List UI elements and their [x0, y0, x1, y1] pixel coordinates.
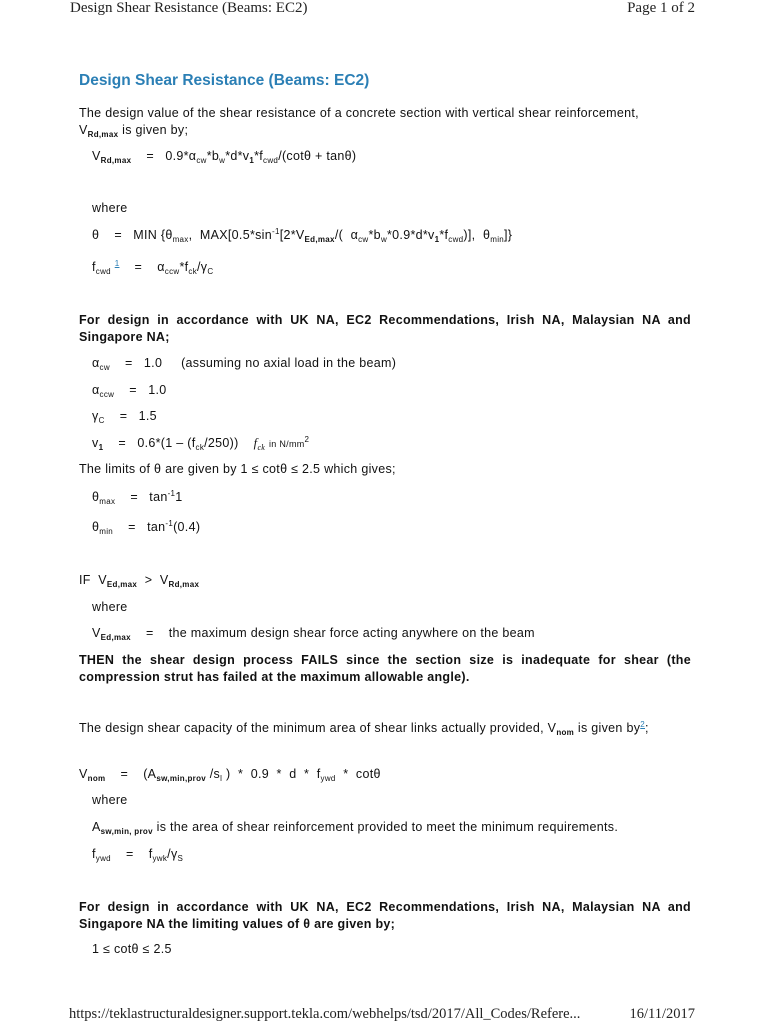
- vedmax-def: $V_{Ed,max}$ = the maximum design shear force acting anywhere on the beam: [92, 626, 535, 642]
- print-header: [0, 0, 768, 18]
- theta-equation: θ = MIN {$\theta_{max}$, $MAX[0.5*\sin^{-1}[2*V_{Ed,max}/$( $\alpha_{cw}*b_w*0.9*d*v_1*f_{cwd}$)], $\theta_{min}$]}: [92, 227, 513, 244]
- v1-line: $v_1$ = $0.6*(1 - (f_{ck}/250))$ $f_{ck}$ in $N/mm^2$: [92, 435, 310, 452]
- fails-paragraph: [79, 652, 691, 686]
- where-2: where: [92, 600, 128, 614]
- document-body: [79, 72, 691, 956]
- na-text-1: For design in accordance with UK NA, EC2 Recommendations, Irish NA, Malaysian NA and Singapore NA;: [79, 313, 691, 344]
- where-1: where: [92, 201, 128, 215]
- intro-text-b: is given by;: [122, 123, 189, 137]
- if-line: IF $V_{Ed,max} > V_{Rd,max}$: [79, 573, 200, 589]
- accw-line: $\alpha_{ccw}$ = 1.0: [92, 383, 167, 399]
- vnom-intro-text-b: is given by: [577, 721, 641, 735]
- print-date: 16/11/2017: [629, 1006, 695, 1022]
- acw-line: $\alpha_{cw}$ = 1.0 (assuming no axial load in the beam): [92, 356, 397, 372]
- asw-desc: is the area of shear reinforcement provided to meet the minimum requirements.: [156, 820, 619, 834]
- na-text-2: For design in accordance with UK NA, EC2 Recommendations, Irish NA, Malaysian NA and Singapore NA the limiting values of θ are given by;: [79, 900, 691, 931]
- page-number: Page 1 of 2: [627, 0, 695, 16]
- intro-paragraph: The design value of the shear resistance of a concrete section with vertical shear reinforcement, $V_{Rd,max}$ is given by;: [79, 106, 639, 139]
- acw-note: (assuming no axial load in the beam): [181, 356, 397, 370]
- source-url[interactable]: https://teklastructuraldesigner.support.tekla.com/webhelps/tsd/2017/All_Codes/Refere...: [69, 1006, 581, 1022]
- fywd-line: $f_{ywd}$ = $f_{ywk}/\gamma_S$: [92, 847, 184, 863]
- thetamin-line: $\theta_{min}$ = $\tan^{-1}(0.4)$: [92, 519, 201, 536]
- page-title: Design Shear Resistance (Beams: EC2): [79, 72, 370, 89]
- footnote-link-2[interactable]: 2: [640, 720, 645, 729]
- vnom-intro-text: The design shear capacity of the minimum area of shear links actually provided, V: [79, 721, 557, 735]
- limits-line: The limits of θ are given by 1 ≤ cotθ ≤ 2.5 which gives;: [79, 462, 396, 476]
- na-paragraph-1: [79, 312, 691, 346]
- where-3: where: [92, 793, 128, 807]
- fails-text: THEN the shear design process FAILS since the section size is inadequate for shear (the compression strut has failed at the maximum allowable angle).: [79, 653, 691, 684]
- intro-text: The design value of the shear resistance of a concrete section with vertical shear reinforcement,: [79, 106, 639, 120]
- footnote-link-1[interactable]: 1: [114, 259, 120, 268]
- final-limit: 1 ≤ cotθ ≤ 2.5: [92, 942, 172, 956]
- vnom-equation: $V_{nom}$ = ($A_{sw,min,prov}$ $/s_l$ ) * 0.9 * d * $f_{ywd}$ * cotθ: [79, 767, 381, 783]
- vrdmax-equation: $V_{Rd,max}$ = $0.9*\alpha_{cw}*b_w*d*v_1*f_{cwd}/(\cot\theta + \tan\theta)$: [92, 149, 357, 165]
- asw-def: $A_{sw,min, prov}$ is the area of shear reinforcement provided to meet the minimum requirements.: [92, 820, 619, 836]
- print-footer: [0, 1006, 768, 1024]
- thetamax-line: $\theta_{max}$ = $\tan^{-1}1$: [92, 489, 183, 506]
- na-paragraph-2: [79, 899, 691, 933]
- vnom-intro: The design shear capacity of the minimum area of shear links actually provided, $V_{nom}$ is given by$^2$;: [79, 720, 649, 737]
- gammac-line: $\gamma_C$ = 1.5: [92, 409, 157, 425]
- max-force-desc: the maximum design shear force acting anywhere on the beam: [168, 626, 535, 640]
- fcwd-equation: $f_{cwd}$ $^1$ = $\alpha_{ccw}*f_{ck}/\gamma_C$: [92, 259, 214, 276]
- header-title: Design Shear Resistance (Beams: EC2): [70, 0, 308, 16]
